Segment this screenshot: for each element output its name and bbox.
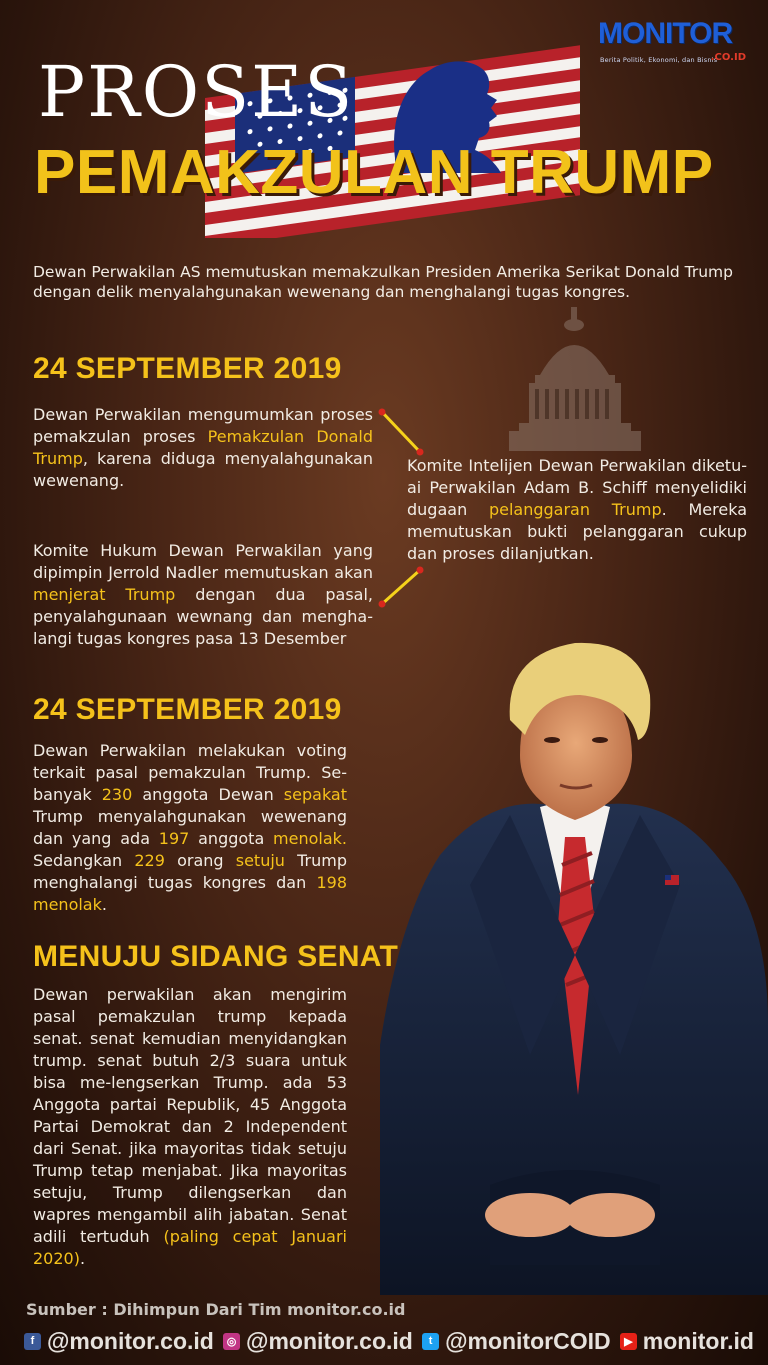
youtube-link[interactable]	[620, 1328, 754, 1355]
text-part: dengan dua pasal, penyalahgunaan wewnang dan mengha-langi tugas kongres pasa 13 Desember	[33, 585, 374, 648]
highlight-number: 198 menolak	[33, 873, 347, 914]
section1-paragraph2	[407, 455, 747, 565]
facebook-handle: @monitor.co.id	[47, 1327, 214, 1354]
trump-portrait-illustration	[380, 625, 768, 1295]
text-part: Trump menyalahgunakan wewenang dan yang ada	[33, 807, 347, 848]
section1-date: 24 SEPTEMBER 2019	[33, 352, 342, 385]
highlight-text: sepakat	[283, 785, 347, 804]
section1-paragraph3	[33, 540, 373, 650]
text-part: Sedangkan	[33, 851, 135, 870]
facebook-link[interactable]	[24, 1328, 214, 1355]
text-part: . Mereka memutuskan bukti pelanggaran cukup dan proses dilanjutkan.	[407, 500, 747, 563]
capitol-dome-illustration	[505, 305, 645, 455]
section3-paragraph	[33, 984, 347, 1270]
highlight-number: 229	[134, 851, 165, 870]
youtube-icon: ▶	[620, 1333, 637, 1350]
text-part: anggota Dewan	[132, 785, 284, 804]
section2-date: 24 SEPTEMBER 2019	[33, 693, 342, 726]
highlight-text: menjerat Trump	[33, 585, 176, 604]
twitter-handle: @monitorCOID	[445, 1327, 611, 1354]
highlight-text: pelanggaran Trump	[488, 500, 662, 519]
text-part: Dewan perwakilan akan mengirim pasal pemakzulan trump kepada senat. senat kemudian menyidangkan trump. senat butuh 2/3 suara untuk bisa me-lengserkan Trump. ada 53 Anggota partai Republik, 45 Anggota Partai Demokrat dan 2 Independent dari Senat. jika mayoritas tidak setuju Trump tetap menjabat. Jika mayoritas setuju, Trump dilengserkan dan wapres mengambil alih jabatan. Senat adili tertuduh	[33, 985, 347, 1246]
highlight-text: (paling cepat Januari 2020)	[33, 1227, 347, 1268]
highlight-text: Pemakzulan Donald Trump	[33, 427, 374, 468]
youtube-handle: monitor.id	[642, 1327, 754, 1354]
highlight-number: 197	[158, 829, 190, 848]
text-part: .	[79, 1249, 86, 1268]
title-main: PEMAKZULAN TRUMP	[34, 138, 714, 207]
section2-paragraph	[33, 740, 347, 916]
text-part: Dewan Perwakilan melakukan voting terkait pasal pemakzulan Trump. Se-banyak	[33, 741, 347, 804]
logo-tagline: Berita Politik, Ekonomi, dan Bisnis	[600, 56, 718, 64]
instagram-link[interactable]	[223, 1328, 413, 1355]
monitor-logo	[598, 18, 750, 68]
logo-tld: .CO.ID	[710, 52, 746, 63]
source-credit: Sumber : Dihimpun Dari Tim monitor.co.id	[26, 1300, 406, 1319]
highlight-text: menolak.	[273, 829, 348, 848]
text-part: orang	[164, 851, 236, 870]
logo-name: MONITOR	[598, 17, 733, 50]
highlight-text: setuju	[235, 851, 285, 870]
section3-heading: MENUJU SIDANG SENAT	[33, 940, 399, 973]
text-part: .	[101, 895, 107, 914]
title-proses: PROSES	[38, 51, 355, 133]
instagram-handle: @monitor.co.id	[246, 1327, 413, 1354]
twitter-icon: t	[422, 1333, 439, 1350]
highlight-number: 230	[101, 785, 133, 804]
text-part: anggota	[189, 829, 274, 848]
text-part: , karena diduga menyalahgunakan wewenang.	[33, 449, 373, 490]
intro-text: Dewan Perwakilan AS memutuskan memakzulkan Presiden Amerika Serikat Donald Trump dengan delik menyalahgunakan wewenang dan menghalangi tugas kongres.	[33, 263, 733, 301]
social-links	[24, 1326, 754, 1356]
text-part: Komite Intelijen Dewan Perwakilan diketu-ai Perwakilan Adam B. Schiff menyelidiki dugaan	[407, 456, 747, 519]
text-part: Komite Hukum Dewan Perwakilan yang dipimpin Jerrold Nadler memutuskan akan	[33, 541, 373, 582]
text-part: Dewan Perwakilan mengumumkan proses pemakzulan proses	[33, 405, 373, 446]
twitter-link[interactable]	[422, 1328, 611, 1355]
facebook-icon: f	[24, 1333, 41, 1350]
instagram-icon: ◎	[223, 1333, 240, 1350]
section1-paragraph1	[33, 404, 373, 492]
text-part: Trump menghalangi tugas kongres dan	[33, 851, 347, 892]
